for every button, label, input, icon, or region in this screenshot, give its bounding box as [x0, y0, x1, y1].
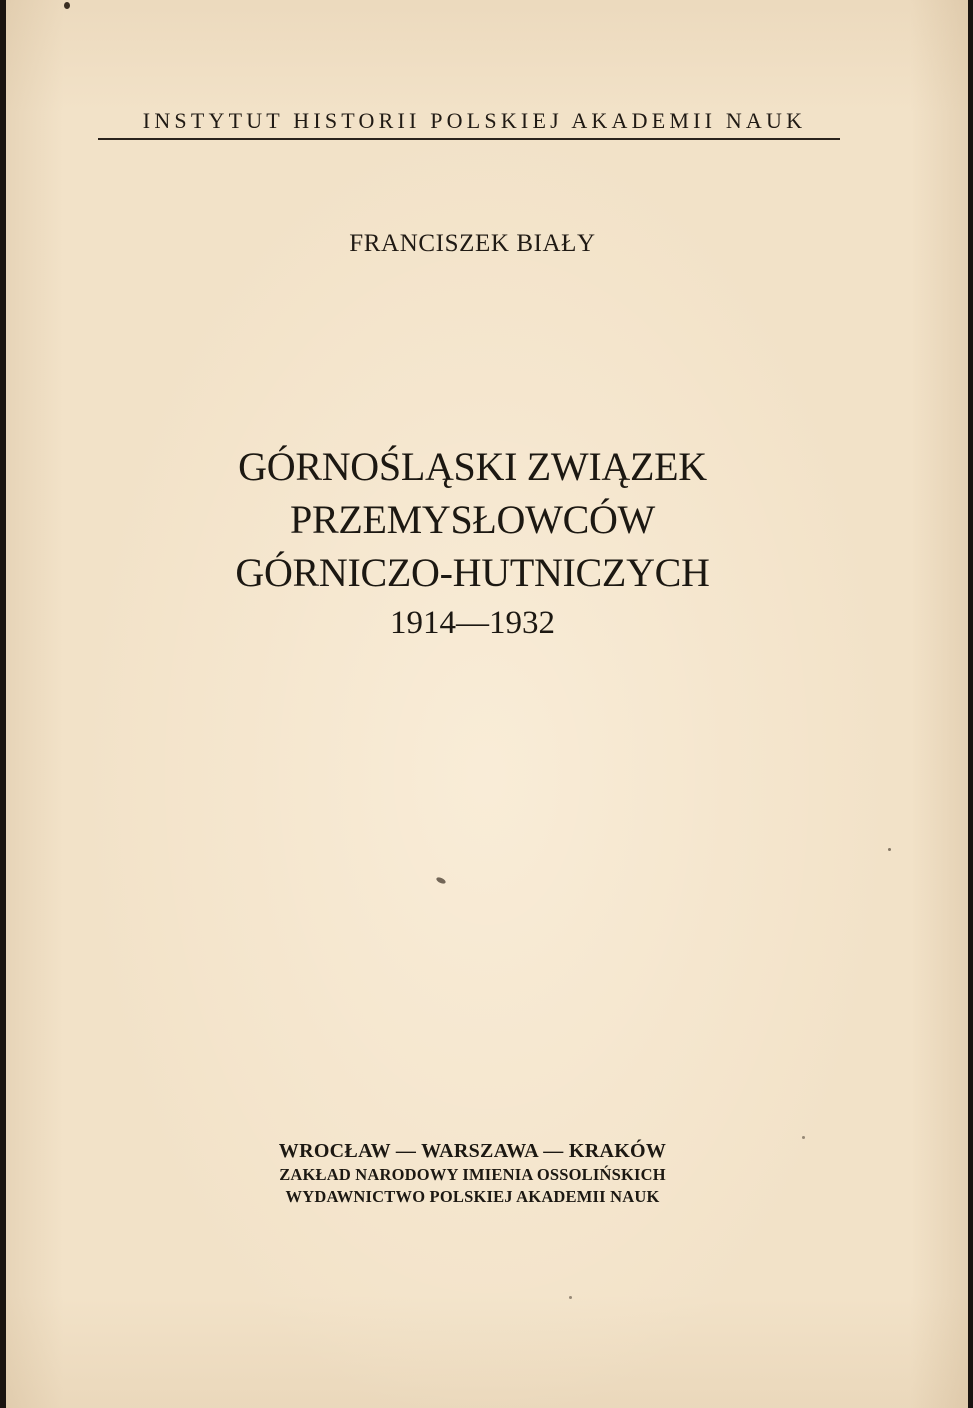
imprint-publisher-1: ZAKŁAD NARODOWY IMIENIA OSSOLIŃSKICH — [279, 1165, 666, 1184]
imprint-cities: WROCŁAW — WARSZAWA — KRAKÓW — [278, 1140, 667, 1162]
title-line-2: PRZEMYSŁOWCÓW — [290, 497, 655, 542]
institute-name: INSTYTUT HISTORII POLSKIEJ AKADEMII NAUK — [142, 108, 807, 133]
paper-speck — [435, 876, 446, 885]
paper-speck — [569, 1296, 572, 1299]
title-years: 1914—1932 — [390, 605, 555, 641]
title-line-3: GÓRNICZO-HUTNICZYCH — [235, 550, 710, 595]
paper-speck — [64, 2, 70, 9]
paper-speck — [888, 848, 891, 851]
book-cover-page — [6, 0, 968, 1408]
paper-speck — [802, 1136, 805, 1139]
book-title — [6, 440, 939, 645]
imprint-publisher-2: WYDAWNICTWO POLSKIEJ AKADEMII NAUK — [285, 1187, 660, 1206]
publisher-imprint — [6, 1138, 939, 1208]
title-line-1: GÓRNOŚLĄSKI ZWIĄZEK — [238, 444, 707, 489]
author-name: FRANCISZEK BIAŁY — [349, 230, 596, 257]
header-rule — [98, 138, 840, 140]
